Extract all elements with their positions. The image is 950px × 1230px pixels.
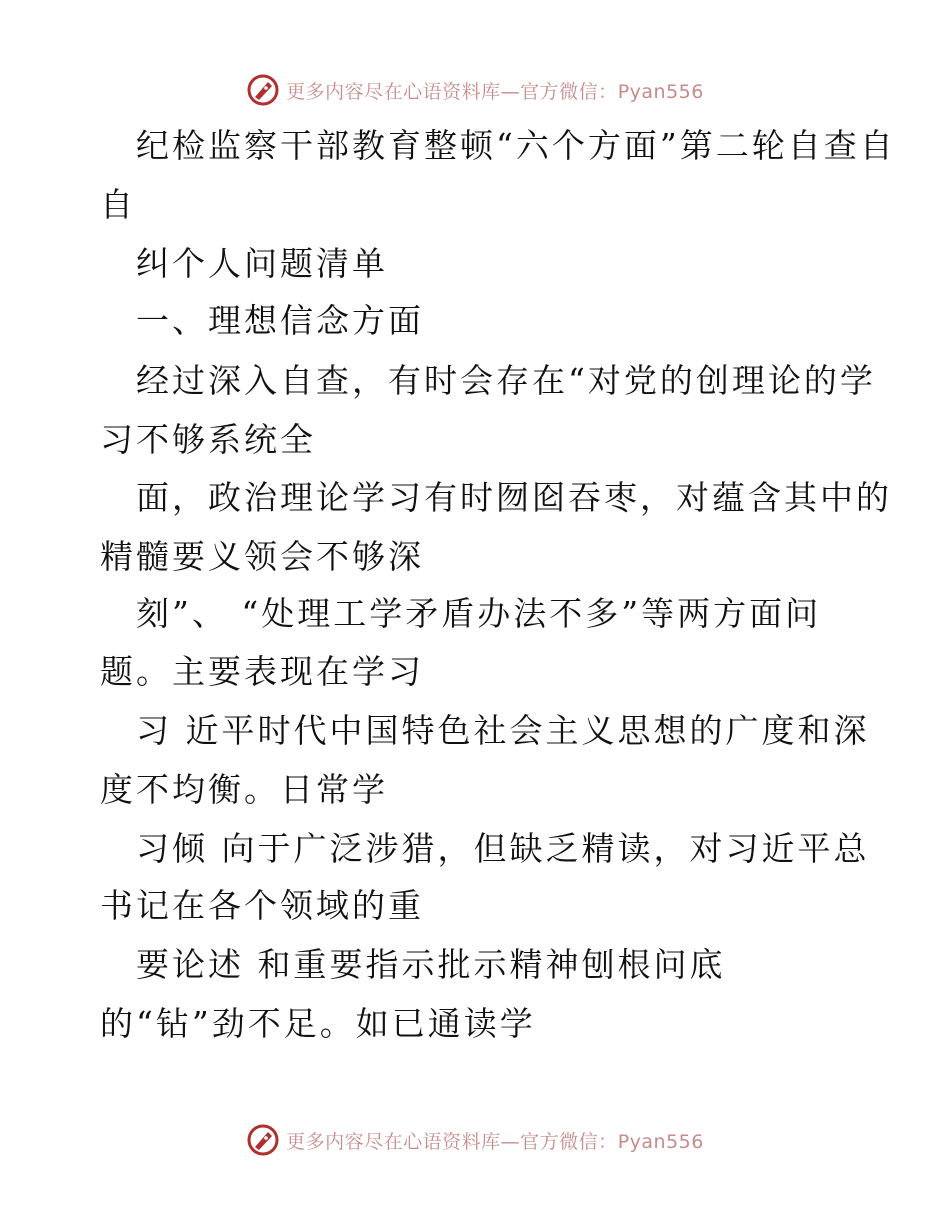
header-banner — [0, 70, 950, 110]
paragraph-line: 度不均衡。日常学 — [100, 770, 388, 809]
paragraph-line: 题。主要表现在学习 — [100, 652, 424, 691]
paragraph-line: 面，政治理论学习有时囫囵吞枣，对蕴含其中的 — [136, 478, 892, 517]
pen-nib-circle-icon — [246, 1123, 280, 1157]
banner-contact-label: 官方微信： — [520, 80, 618, 103]
banner-text — [286, 1127, 704, 1154]
paragraph-line: 的“钻”劲不足。如已通读学 — [100, 1004, 536, 1043]
section-heading: 一、理想信念方面 — [136, 301, 424, 340]
banner-contact-code: Pyan556 — [617, 1130, 704, 1153]
document-title-line-3: 纠个人问题清单 — [136, 244, 388, 283]
paragraph-line: 经过深入自查，有时会存在“对党的创理论的学 — [136, 361, 876, 400]
paragraph-line: 书记在各个领域的重 — [100, 886, 424, 925]
banner-text — [286, 77, 704, 104]
pen-nib-circle-icon — [246, 73, 280, 107]
paragraph-line: 精髓要义领会不够深 — [100, 537, 424, 576]
banner-main-text: 更多内容尽在心语资料库 — [286, 80, 501, 103]
paragraph-line: 要论述 和重要指示批示精神刨根问底 — [136, 945, 726, 984]
paragraph-line: 习倾 向于广泛涉猎，但缺乏精读，对习近平总 — [136, 829, 870, 868]
banner-dash: — — [500, 1130, 521, 1153]
footer-banner — [0, 1120, 950, 1160]
paragraph-line: 刻”、 “处理工学矛盾办法不多”等两方面问 — [136, 594, 822, 633]
banner-contact-code: Pyan556 — [617, 80, 704, 103]
banner-main-text: 更多内容尽在心语资料库 — [286, 1130, 501, 1153]
document-title-line-1: 纪检监察干部教育整顿“六个方面”第二轮自查自 — [136, 126, 896, 165]
document-title-line-2: 自 — [100, 185, 136, 224]
banner-dash: — — [500, 80, 521, 103]
paragraph-line: 习不够系统全 — [100, 420, 316, 459]
paragraph-line: 习 近平时代中国特色社会主义思想的广度和深 — [136, 711, 870, 750]
banner-contact-label: 官方微信： — [520, 1130, 618, 1153]
